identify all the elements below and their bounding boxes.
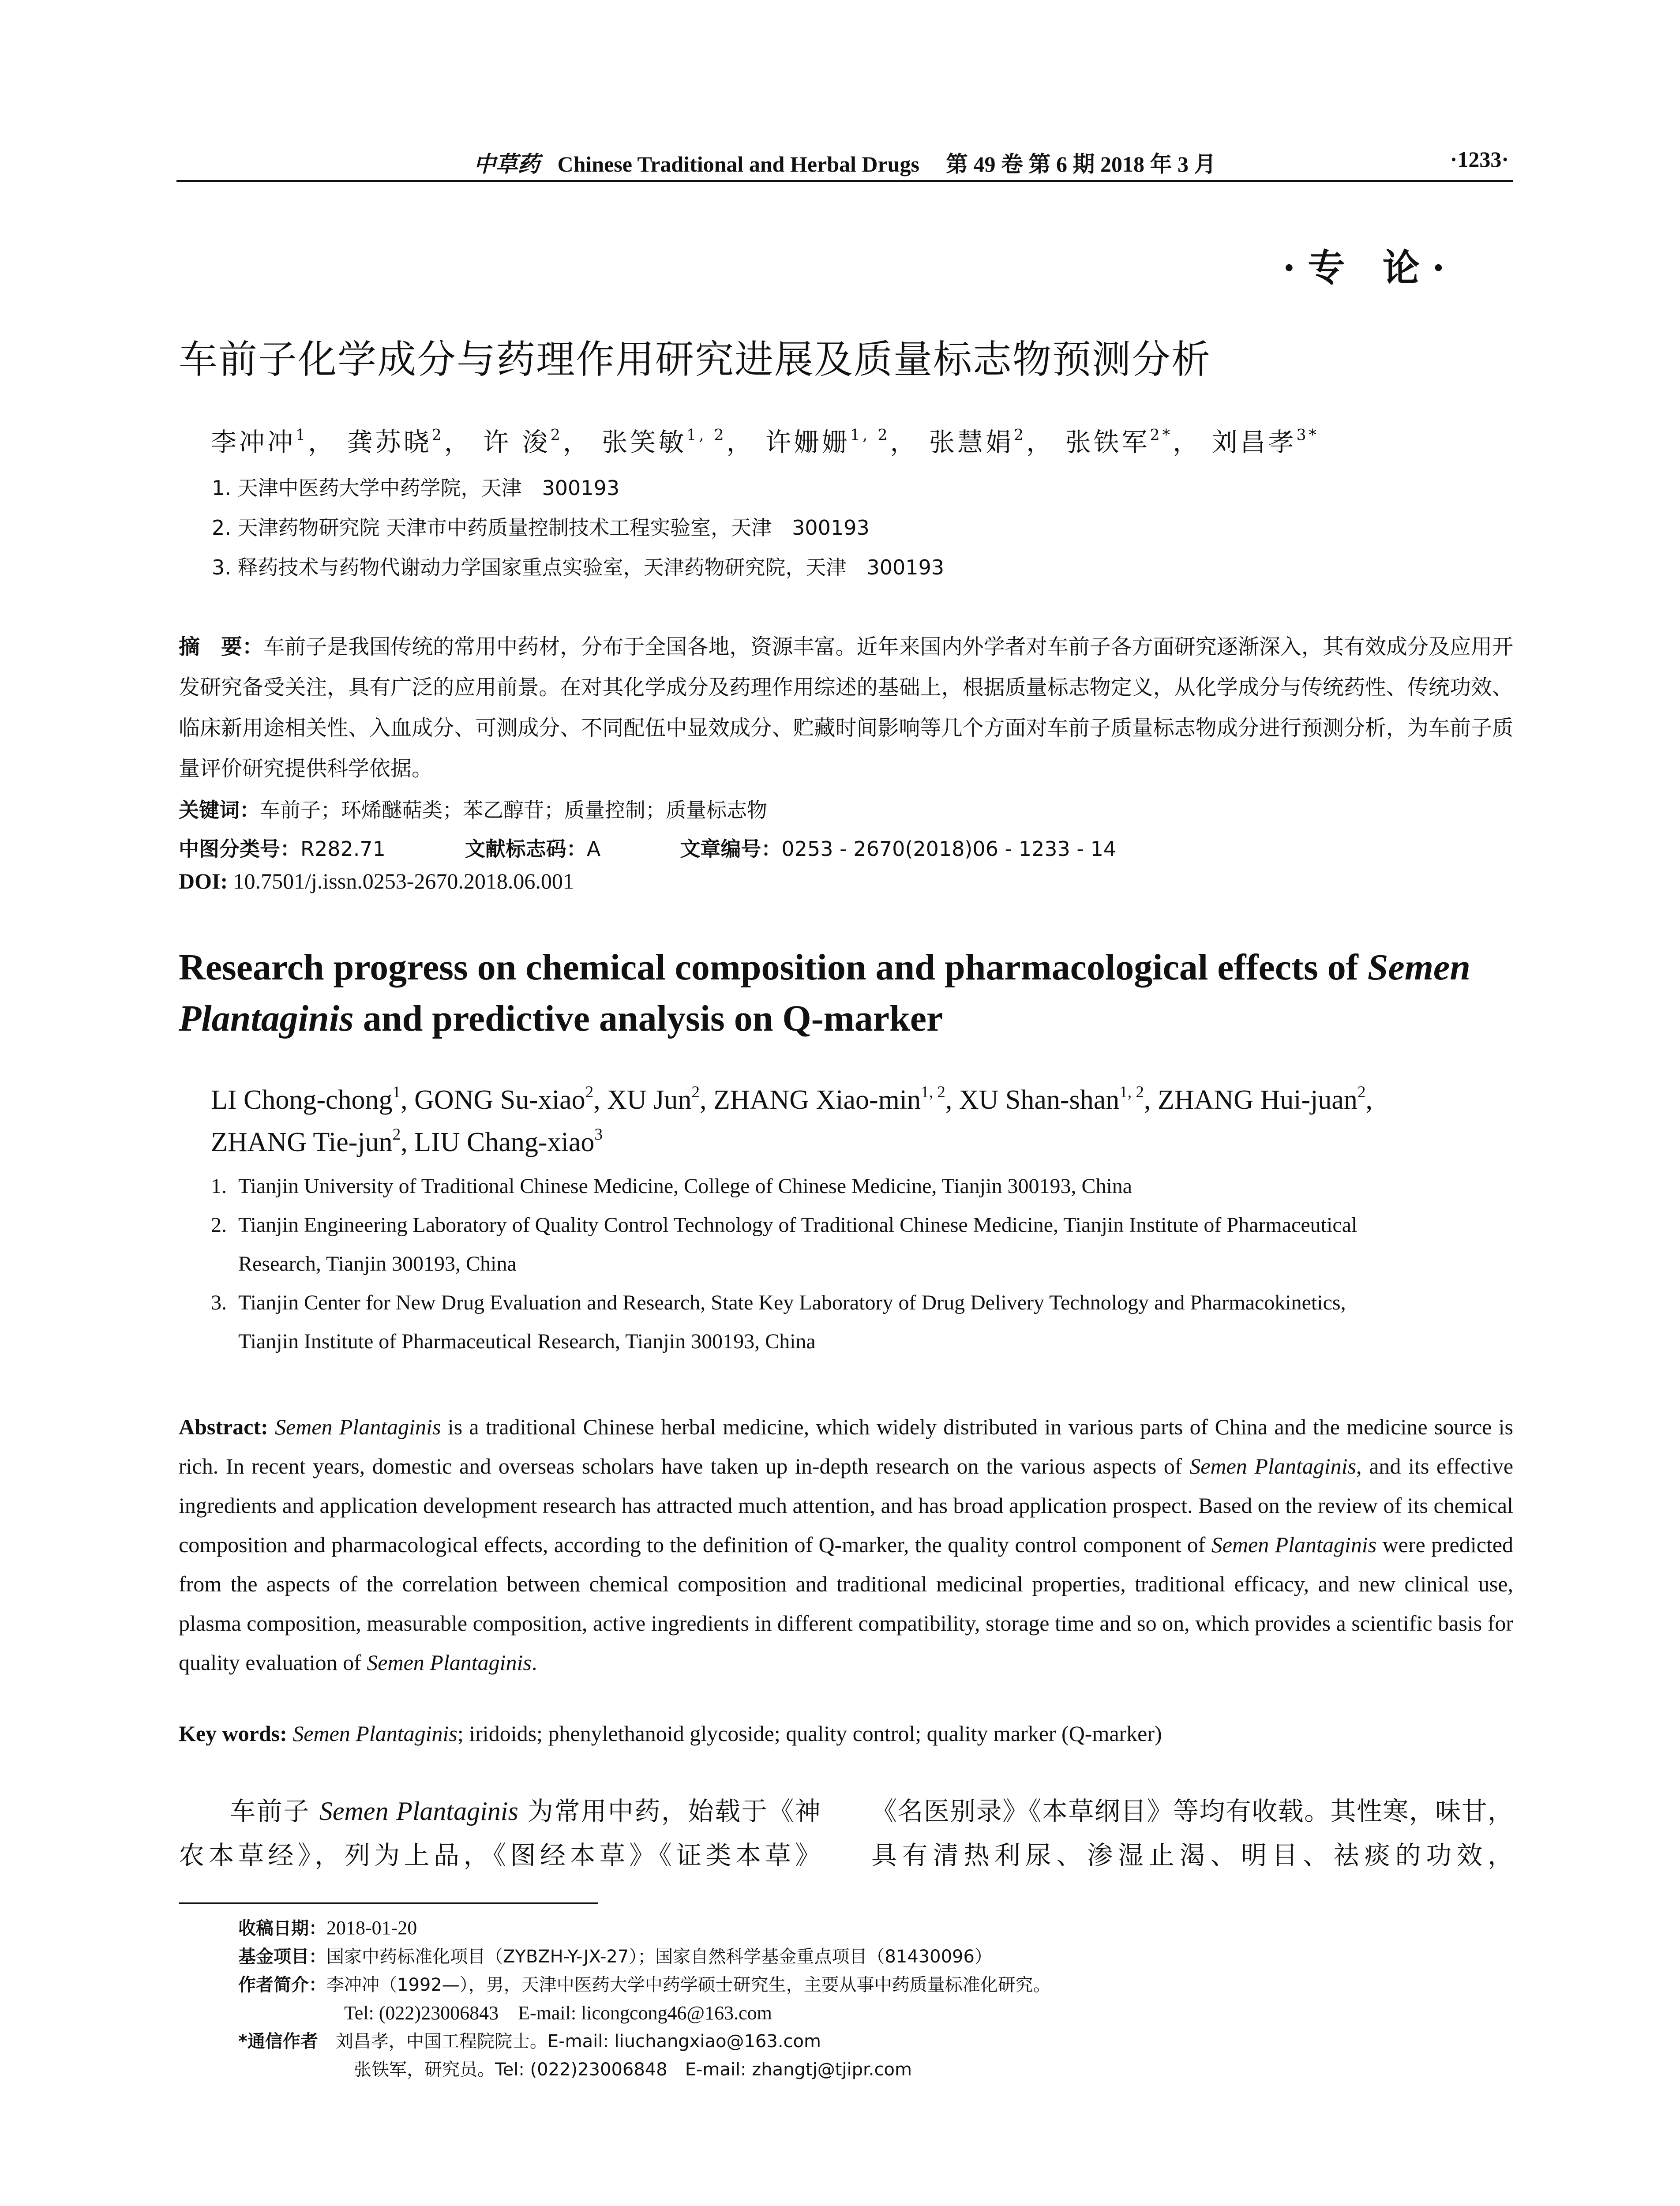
doi — [179, 868, 574, 894]
footnote-author: 作者简介：李冲冲（1992—），男，天津中医药大学中药学硕士研究生，主要从事中药质量标准化研究。 — [238, 1975, 1051, 1995]
cn-keywords-label: 关键词： — [179, 798, 260, 822]
en-author: XU Shan-shan — [959, 1085, 1120, 1115]
cn-classification — [179, 833, 1116, 862]
en-abstract-label: Abstract: — [179, 1414, 268, 1439]
journal-logo-text: 中草药 — [473, 152, 540, 176]
en-affiliation: 3. Tianjin Center for New Drug Evaluation and Research, State Key Laboratory of Drug Delivery Technology and Pharmacokinetics, Tianjin Institute of Pharmaceutical Research, Tianjin 300193, China — [211, 1291, 1346, 1353]
en-keywords-label: Key words: — [179, 1721, 287, 1746]
cn-abstract-text: 车前子是我国传统的常用中药材，分布于全国各地，资源丰富。近年来国内外学者对车前子各方面研究逐渐深入，其有效成分及应用开发研究备受关注，具有广泛的应用前景。在对其化学成分及药理作用综述的基础上，根据质量标志物定义，从化学成分与传统药性、传统功效、临床新用途相关性、入血成分、可测成分、不同配伍中显效成分、贮藏时间影响等几个方面对车前子质量标志物成分进行预测分析，为车前子质量评价研究提供科学依据。 — [179, 634, 1513, 781]
cn-author: 张笑敏 — [602, 427, 687, 457]
cn-abstract — [179, 627, 1513, 789]
page-number: ·1233· — [1450, 147, 1509, 172]
cn-affiliation: 3. 释药技术与药物代谢动力学国家重点实验室，天津药物研究院，天津 300193 — [212, 555, 945, 579]
en-author: ZHANG Hui-juan — [1158, 1085, 1358, 1115]
article-no-label: 文章编号： — [680, 837, 782, 861]
en-author: GONG Su-xiao — [414, 1085, 585, 1115]
column-label: ·专 论· — [1282, 246, 1457, 289]
footnote-divider — [179, 1902, 598, 1904]
cn-author: 许 浚 — [483, 427, 551, 457]
cn-authors: 李冲冲$^1$， 龚苏晓$^2$， 许 浚$^2$， 张笑敏$^{1, 2}$， 许姗姗$^{1, 2}$， 张慧娟$^2$， 张铁军$^{2*}$， 刘昌孝$^{3*}$ — [211, 426, 1320, 457]
issue-info: 第 49 卷 第 6 期 2018 年 3 月 — [945, 152, 1216, 176]
en-author: XU Jun — [607, 1085, 692, 1115]
en-authors: LI Chong-chong$^1$, GONG Su-xiao$^2$, XU Jun$^2$, ZHANG Xiao-$\min^{1, 2}$, XU Shan-shan$^{1, 2}$, ZHANG Hui-juan$^2$, ZHANG Tie-jun$^2$, LIU Chang-xiao$^3$ — [211, 1083, 1372, 1157]
footnote-author-contact: Tel: (022)23006843 E-mail: licongcong46@163.com — [344, 2002, 772, 2024]
doc-code-value: A — [586, 837, 601, 861]
en-author: LIU Chang-xiao — [414, 1127, 595, 1157]
clc-label: 中图分类号： — [179, 837, 300, 861]
article-no-value: 0253 - 2670(2018)06 - 1233 - 14 — [781, 837, 1117, 861]
cn-author: 刘昌孝 — [1211, 427, 1297, 457]
doc-code-label: 文献标志码： — [465, 837, 587, 861]
cn-affiliation: 2. 天津药物研究院 天津市中药质量控制技术工程实验室，天津 300193 — [212, 516, 870, 540]
en-title: Research progress on chemical composition and pharmacological effects of Semen Plantaginis and predictive analysis on Q-marker — [179, 947, 1471, 1039]
en-affiliation: 2. Tianjin Engineering Laboratory of Quality Control Technology of Traditional Chinese Medicine, Tianjin Institute of Pharmaceutical Research, Tianjin 300193, China — [211, 1213, 1358, 1276]
body-column-right: 《名医别录》《本草纲目》等均有收载。其性寒，味甘，具有清热利尿、渗湿止渴、明目、祛痰的功效， — [871, 1796, 1513, 1870]
cn-keywords-text: 车前子；环烯醚萜类；苯乙醇苷；质量控制；质量标志物 — [260, 798, 767, 822]
cn-author: 龚苏晓 — [347, 427, 432, 457]
body-column-left: 车前子 Semen Plantaginis 为常用中药，始载于《神农本草经》，列为上品，《图经本草》《证类本草》 — [179, 1796, 821, 1870]
doi-label: DOI: — [179, 869, 228, 893]
doi-link[interactable]: 10.7501/j.issn.0253-2670.2018.06.001 — [228, 869, 574, 893]
clc-value: R282.71 — [300, 837, 386, 861]
cn-author: 张慧娟 — [929, 427, 1014, 457]
footnote-corresponding-2: 张铁军，研究员。Tel: (022)23006848 E-mail: zhangtj@tjipr.com — [354, 2060, 912, 2080]
footnote-corresponding: *通信作者 刘昌孝，中国工程院院士。E-mail: liuchangxiao@163.com — [238, 2031, 821, 2052]
en-keywords: Key words: Semen Plantaginis; iridoids; phenylethanoid glycoside; quality control; quality marker (Q-marker) — [179, 1721, 1162, 1746]
cn-affiliation: 1. 天津中医药大学中药学院，天津 300193 — [212, 476, 620, 500]
running-header — [176, 140, 1513, 182]
cn-keywords — [179, 794, 767, 823]
cn-author: 张铁军 — [1065, 427, 1150, 457]
footnotes — [238, 1914, 1518, 2084]
footnote-received: 收稿日期：2018-01-20 — [238, 1917, 417, 1939]
footnote-fund: 基金项目：国家中药标准化项目（ZYBZH-Y-JX-27）；国家自然科学基金重点项目（81430096） — [238, 1947, 992, 1967]
en-author: ZHANG Xiao-min — [713, 1085, 921, 1115]
cn-abstract-label: 摘 要： — [179, 634, 264, 659]
cn-author: 许姗姗 — [765, 427, 851, 457]
journal-name: Chinese Traditional and Herbal Drugs — [557, 152, 919, 176]
en-author: ZHANG Tie-jun — [211, 1127, 393, 1157]
cn-title: 车前子化学成分与药理作用研究进展及质量标志物预测分析 — [179, 337, 1211, 382]
cn-author: 李冲冲 — [211, 427, 296, 457]
en-author: LI Chong-chong — [211, 1085, 393, 1115]
en-affiliation: 1. Tianjin University of Traditional Chinese Medicine, College of Chinese Medicine, Tianjin 300193, China — [211, 1174, 1132, 1198]
en-abstract: Abstract: Semen Plantaginis is a traditional Chinese herbal medicine, which widely distributed in various parts of China and the medicine source is rich. In recent years, domestic and overseas scholars have taken up in-depth research on the various aspects of Semen Plantaginis, and its effective ingredients and application development research has attracted much attention, and has broad application prospect. Based on the review of its chemical composition and pharmacological effects, according to the definition of Q-marker, the quality control component of Semen Plantaginis were predicted from the aspects of the correlation between chemical composition and traditional medicinal properties, traditional efficacy, and new clinical use, plasma composition, measurable composition, active ingredients in different compatibility, storage time and so on, which provides a scientific basis for quality evaluation of Semen Plantaginis. — [179, 1414, 1514, 1675]
